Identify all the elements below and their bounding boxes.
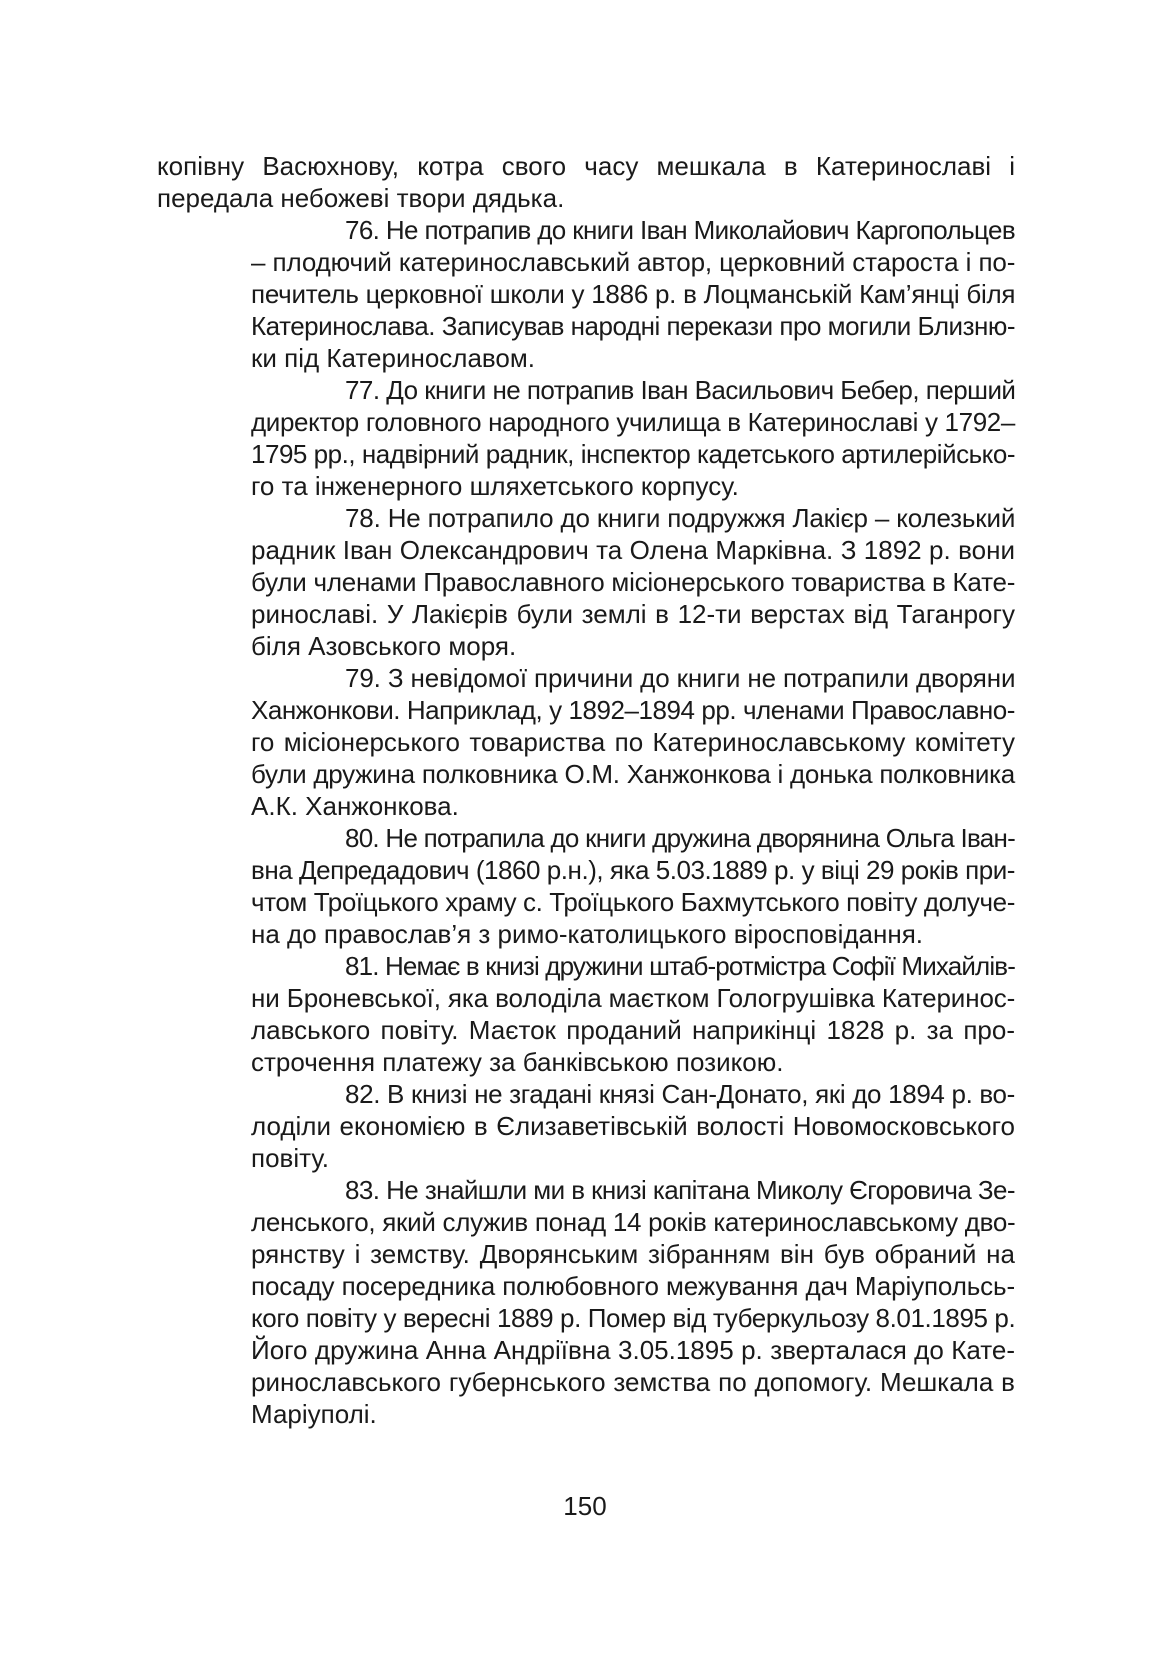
text-line: чтом Троїцького храму с. Троїцького Бахмутського повіту долуче-: [251, 887, 1015, 917]
text-line: печитель церковної школи у 1886 р. в Лоцманській Кам’янці біля: [251, 279, 1016, 309]
text-line: 78. Не потрапило до книги подружжя Лакієр – колезький: [345, 503, 1016, 533]
paragraph-cont: [157, 150, 1015, 214]
text-line: ни Броневської, яка володіла маєтком Гологрушівка Катеринос-: [251, 983, 1016, 1013]
text-line: строчення платежу за банківською позикою.: [251, 1047, 784, 1077]
text-line: 1795 рр., надвірний радник, інспектор кадетського артилерійсько-: [251, 439, 1015, 469]
text-line: го та інженерного шляхетського корпусу.: [251, 471, 739, 501]
text-line: Катеринослава. Записував народні перекази про могили Близню-: [251, 311, 1016, 341]
paragraph-p79: [157, 662, 1015, 822]
text-line: вна Депредадович (1860 р.н.), яка 5.03.1889 р. у віці 29 років при-: [251, 855, 1015, 885]
text-line: передала небожеві твори дядька.: [157, 183, 565, 213]
paragraph-p81: [157, 950, 1015, 1078]
paragraph-p76: [157, 214, 1015, 374]
text-line: кого повіту у вересні 1889 р. Помер від туберкульозу 8.01.1895 р.: [251, 1303, 1016, 1333]
text-line: Маріуполі.: [251, 1399, 377, 1429]
text-line: ки під Катеринославом.: [251, 343, 535, 373]
text-line: були членами Православного місіонерського товариства в Кате-: [251, 567, 1016, 597]
text-line: на до православ’я з римо-католицького віросповідання.: [251, 919, 924, 949]
text-line: ринославі. У Лакієрів були землі в 12-ти верстах від Таганрогу: [251, 599, 1015, 629]
paragraph-p80: [157, 822, 1015, 950]
text-line: радник Іван Олександрович та Олена Марківна. З 1892 р. вони: [251, 535, 1015, 565]
text-line: були дружина полковника О.М. Ханжонкова і донька полковника: [251, 759, 1015, 789]
text-line: директор головного народного училища в Катеринославі у 1792–: [251, 407, 1015, 437]
body-text: [157, 150, 1015, 1430]
text-line: 82. В книзі не згадані князі Сан-Донато, які до 1894 р. во-: [345, 1079, 1015, 1109]
text-line: 79. З невідомої причини до книги не потрапили дворяни: [345, 663, 1016, 693]
text-line: ленського, який служив понад 14 років катеринославському дво-: [251, 1207, 1016, 1237]
text-line: ринославського губернського земства по допомогу. Мешкала в: [251, 1367, 1015, 1397]
text-line: А.К. Ханжонкова.: [251, 791, 459, 821]
paragraph-p82: [157, 1078, 1015, 1174]
text-line: Ханжонкови. Наприклад, у 1892–1894 рр. членами Православно-: [251, 695, 1015, 725]
page-number: 150: [563, 1491, 607, 1521]
text-line: лавського повіту. Маєток проданий наприкінці 1828 р. за про-: [251, 1015, 1015, 1045]
text-line: Його дружина Анна Андріївна 3.05.1895 р. зверталася до Кате-: [251, 1335, 1015, 1365]
text-line: 77. До книги не потрапив Іван Васильович Бебер, перший: [345, 375, 1016, 405]
text-line: го місіонерського товариства по Катеринославському комітету: [251, 727, 1015, 757]
text-line: посаду посередника полюбовного межування дач Маріупольсь-: [251, 1271, 1015, 1301]
text-line: – плодючий катеринославський автор, церковний староста і по-: [251, 247, 1016, 277]
text-line: 83. Не знайшли ми в книзі капітана Миколу Єгоровича Зе-: [345, 1175, 1015, 1205]
text-line: повіту.: [251, 1143, 329, 1173]
paragraph-p83: [157, 1174, 1015, 1430]
text-line: лоділи економією в Єлизаветівській волості Новомосковського: [251, 1111, 1015, 1141]
text-line: 76. Не потрапив до книги Іван Миколайович Каргопольцев: [345, 215, 1015, 245]
document-page: [157, 150, 1015, 1430]
text-line: 80. Не потрапила до книги дружина дворянина Ольга Іван-: [345, 823, 1015, 853]
paragraph-p78: [157, 502, 1015, 662]
text-line: 81. Немає в книзі дружини штаб-ротмістра Софії Михайлів-: [345, 951, 1015, 981]
text-line: біля Азовського моря.: [251, 631, 517, 661]
paragraph-p77: [157, 374, 1015, 502]
text-line: рянству і земству. Дворянським зібранням він був обраний на: [251, 1239, 1015, 1269]
text-line: копівну Васюхнову, котра свого часу мешкала в Катеринославі і: [157, 151, 1015, 181]
